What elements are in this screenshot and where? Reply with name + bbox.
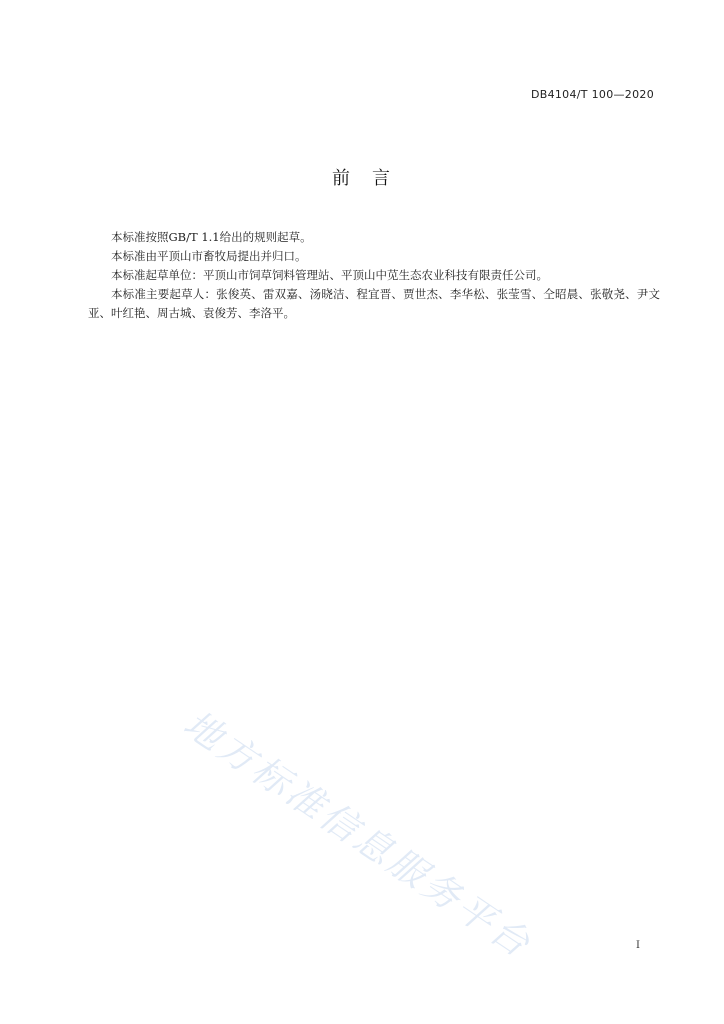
watermark: 地方标准信息服务平台 bbox=[176, 702, 540, 967]
paragraph-main-drafters: 本标准主要起草人：张俊英、雷双嘉、汤晓洁、程宜晋、贾世杰、李华松、张莹雪、仝昭晨、张敬尧、尹文亚、叶红艳、周古城、袁俊芳、李洛平。 bbox=[88, 287, 660, 320]
paragraph-proposer: 本标准由平顶山市畜牧局提出并归口。 bbox=[111, 249, 307, 263]
page-number: I bbox=[636, 940, 640, 951]
paragraph-drafting-units: 本标准起草单位：平顶山市饲草饲料管理站、平顶山中苋生态农业科技有限责任公司。 bbox=[111, 268, 548, 282]
section-title: 前 言 bbox=[332, 168, 392, 189]
document-code: DB4104/T 100—2020 bbox=[530, 88, 654, 101]
paragraph-drafting-rules: 本标准按照GB/T 1.1给出的规则起草。 bbox=[111, 230, 312, 244]
foreword-body bbox=[88, 228, 660, 323]
